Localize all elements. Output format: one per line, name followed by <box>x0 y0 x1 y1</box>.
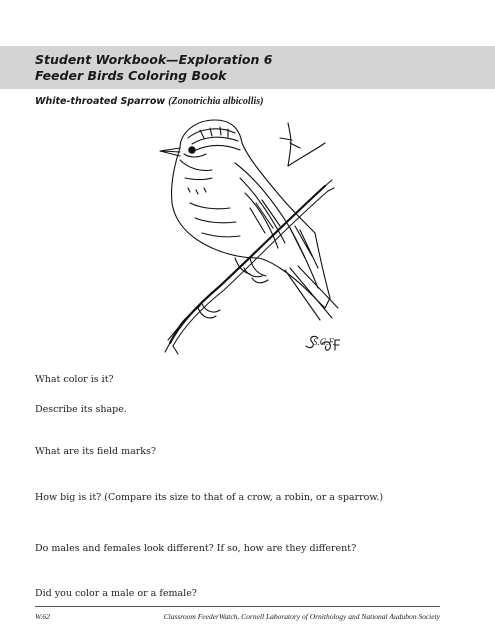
question-field-marks: What are its field marks? <box>35 446 157 457</box>
species-heading <box>35 96 263 107</box>
footer-credit: Classroom FeederWatch, Cornell Laboratory of Ornithology and National Audubon Society <box>163 612 440 621</box>
workbook-title: Student Workbook—Exploration 6 <box>35 52 273 67</box>
footer-divider <box>35 606 440 607</box>
question-which-sex: Did you color a male or a female? <box>35 588 197 599</box>
sparrow-illustration <box>140 108 340 358</box>
coloring-book-title: Feeder Birds Coloring Book <box>35 68 227 83</box>
page-number: W.62 <box>35 612 50 621</box>
question-male-female: Do males and females look different? If so, how are they different? <box>35 543 357 554</box>
question-shape: Describe its shape. <box>35 404 127 415</box>
question-color: What color is it? <box>35 374 114 385</box>
species-scientific-name: (Zonotrichia albicollis) <box>168 96 264 107</box>
species-common-name: White-throated Sparrow <box>35 96 166 107</box>
question-size: How big is it? (Compare its size to that of a crow, a robin, or a sparrow.) <box>35 492 384 503</box>
artist-signature: S.G.F. <box>313 337 336 347</box>
